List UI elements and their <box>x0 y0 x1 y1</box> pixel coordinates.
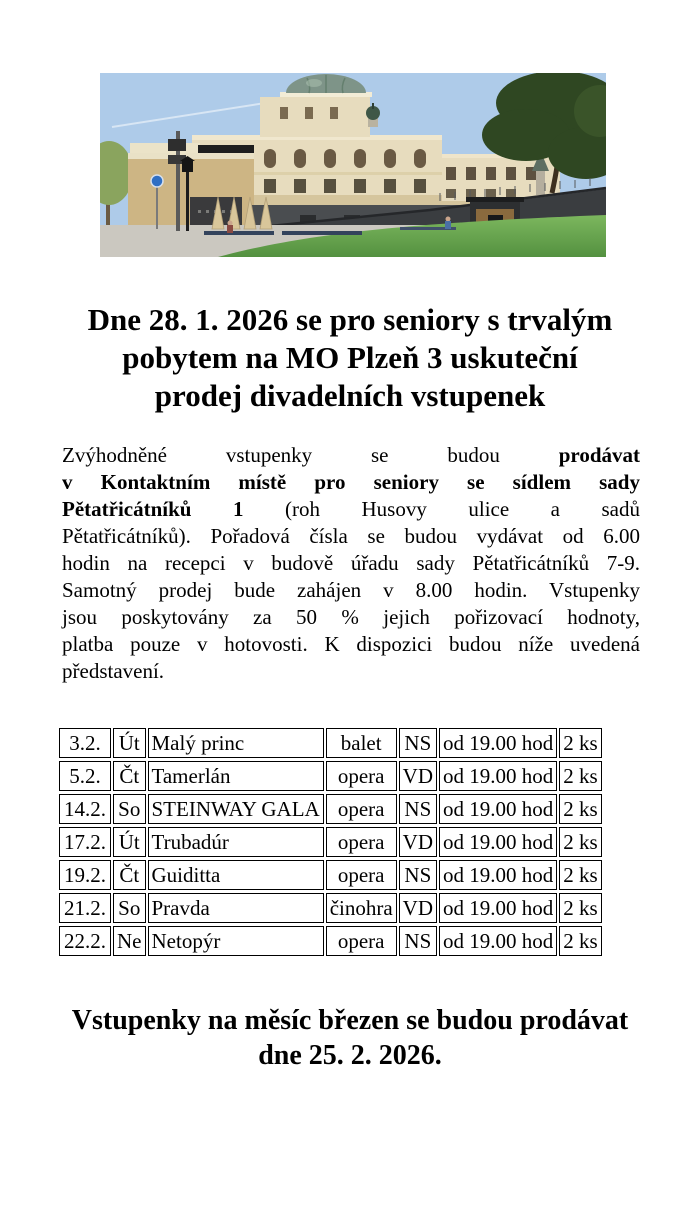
cell-time: od 19.00 hod <box>439 827 557 857</box>
cell-time: od 19.00 hod <box>439 794 557 824</box>
cell-date: 17.2. <box>59 827 111 857</box>
title-line: prodej divadelních vstupenek <box>154 378 546 413</box>
performance-row <box>59 893 602 923</box>
cell-day: So <box>113 893 146 923</box>
performance-row <box>59 827 602 857</box>
cell-genre: opera <box>326 827 397 857</box>
cell-qty: 2 ks <box>559 728 601 758</box>
performance-row <box>59 794 602 824</box>
title-line: Dne 28. 1. 2026 se pro seniory s trvalým <box>87 302 613 337</box>
cell-day: Út <box>113 827 146 857</box>
cell-title: Netopýr <box>148 926 324 956</box>
cell-time: od 19.00 hod <box>439 728 557 758</box>
cell-qty: 2 ks <box>559 794 601 824</box>
cell-day: Čt <box>113 761 146 791</box>
paragraph-line: v Kontaktním místě pro seniory se sídlem sady <box>62 470 640 494</box>
paragraph-line: Samotný prodej bude zahájen v 8.00 hodin. Vstupenky <box>62 578 640 602</box>
cell-title: STEINWAY GALA <box>148 794 324 824</box>
theater-photo <box>100 73 606 257</box>
cell-date: 22.2. <box>59 926 111 956</box>
cell-title: Guiditta <box>148 860 324 890</box>
cell-day: Čt <box>113 860 146 890</box>
cell-genre: činohra <box>326 893 397 923</box>
cell-venue: NS <box>399 926 437 956</box>
performance-row <box>59 728 602 758</box>
paragraph-line: Pětatřicátníků 1 (roh Husovy ulice a sadů <box>62 497 641 521</box>
cell-qty: 2 ks <box>559 827 601 857</box>
cell-genre: balet <box>326 728 397 758</box>
performance-row <box>59 761 602 791</box>
cell-qty: 2 ks <box>559 761 601 791</box>
cell-time: od 19.00 hod <box>439 926 557 956</box>
intro-paragraph <box>62 442 640 685</box>
performance-row <box>59 926 602 956</box>
cell-venue: NS <box>399 728 437 758</box>
paragraph-line: představení. <box>62 659 165 683</box>
footer-line: Vstupenky na měsíc březen se budou prodávat <box>71 1005 629 1036</box>
cell-venue: NS <box>399 860 437 890</box>
cell-venue: VD <box>399 827 437 857</box>
theater-photo-svg <box>100 73 606 257</box>
cell-date: 19.2. <box>59 860 111 890</box>
cell-genre: opera <box>326 794 397 824</box>
cell-title: Trubadúr <box>148 827 324 857</box>
cell-day: Ne <box>113 926 146 956</box>
footer-line: dne 25. 2. 2026. <box>258 1040 442 1071</box>
cell-genre: opera <box>326 926 397 956</box>
performance-table <box>57 725 604 959</box>
cell-date: 21.2. <box>59 893 111 923</box>
title-line: pobytem na MO Plzeň 3 uskuteční <box>122 340 578 375</box>
cell-venue: VD <box>399 761 437 791</box>
cell-qty: 2 ks <box>559 926 601 956</box>
cell-genre: opera <box>326 860 397 890</box>
cell-day: Út <box>113 728 146 758</box>
cell-date: 5.2. <box>59 761 111 791</box>
cell-title: Tamerlán <box>148 761 324 791</box>
cell-day: So <box>113 794 146 824</box>
paragraph-line: platba pouze v hotovosti. K dispozici budou níže uvedená <box>62 632 640 656</box>
cell-title: Malý princ <box>148 728 324 758</box>
paragraph-line: jsou poskytovány za 50 % jejich pořizovací hodnoty, <box>62 605 640 629</box>
cell-time: od 19.00 hod <box>439 761 557 791</box>
cell-venue: VD <box>399 893 437 923</box>
cell-date: 3.2. <box>59 728 111 758</box>
performance-row <box>59 860 602 890</box>
page-title <box>28 301 672 415</box>
paragraph-line: Zvýhodněné vstupenky se budou prodávat <box>62 443 640 467</box>
paragraph-line: Pětatřicátníků). Pořadová čísla se budou vydávat od 6.00 <box>62 524 640 548</box>
cell-time: od 19.00 hod <box>439 893 557 923</box>
footer-notice <box>20 1003 680 1073</box>
cell-title: Pravda <box>148 893 324 923</box>
cell-time: od 19.00 hod <box>439 860 557 890</box>
cell-qty: 2 ks <box>559 893 601 923</box>
cell-date: 14.2. <box>59 794 111 824</box>
cell-genre: opera <box>326 761 397 791</box>
cell-qty: 2 ks <box>559 860 601 890</box>
cell-venue: NS <box>399 794 437 824</box>
paragraph-line: hodin na recepci v budově úřadu sady Pětatřicátníků 7-9. <box>62 551 640 575</box>
